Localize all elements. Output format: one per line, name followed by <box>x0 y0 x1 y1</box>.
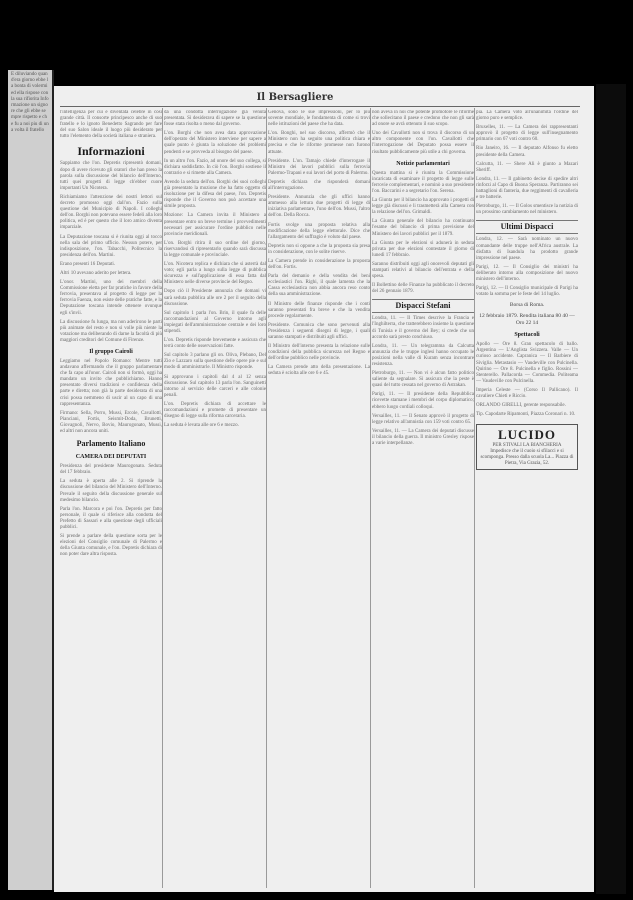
article-paragraph: Calcutta, 11. — Shere Ali è giunto a Mazari Sheriff. <box>476 161 578 173</box>
article-paragraph: Depretis dichiara che risponderà domani all'interrogazione. <box>268 179 370 192</box>
article-paragraph: Parigi, 12. — Il Consiglio dei ministri ha deliberato intorno alla composizione del nuovo ministero dell'interno. <box>476 264 578 282</box>
article-paragraph: Leggiamo nel Popolo Romano: Mentre tutti andavano affermando che il gruppo parlamentare che fa capo all'onor. Cairoli non si formò, oggi ha mandato un invito che pubblichiamo. Hanno presentato diversi tradizioni e confidenza della parte e diretta; non già la parte desiderata di una crisi possa nemmeno di uscir al un capo di una rappresentanza. <box>60 359 162 407</box>
article-paragraph: La Giunta per le elezioni si adunerà in seduta privata per due elezioni contestate il giorno di lunedì 17 febbraio. <box>372 240 474 258</box>
article-paragraph: Uno dei Cavallotti non si trova il discorso di un altro componente con l'on. Cavallotti che l'interrogazione del Deputato possa essere il risultato pubblicamente più utile a chi governa. <box>372 131 474 155</box>
article-paragraph: Londra, 11. — Il Times descrive la Francia e l'Inghilterra, che tratterebbero insieme la questione di Tunisia e il governo del Bey; si crede che un accordo sarà presto conchiuso. <box>372 316 474 340</box>
article-paragraph: Mozione: La Camera invita il Ministero a presentare entro un breve termine i provvedimenti necessari per assicurare l'ordine pubblico nelle provincie meridionali. <box>164 213 266 237</box>
article-paragraph: Parla l'on. Marcora e poi l'on. Depretis per fatto personale, il quale si riferisce alla condotta del Prefetto di Sassari e alla questione degli ufficiali pubblici. <box>60 506 162 530</box>
article-paragraph: l'intelligenza per cui è diventata celebre in cosi grande città. Il consorte principesco anche di suo fratello e lo ignoto Benedetto Sagrando per fare del suo Salon ideale il luogo più desiderato per tutto l'elemento della società italiana e straniera. <box>60 110 162 140</box>
section-heading: CAMERA DEI DEPUTATI <box>75 454 147 461</box>
section-heading: Informazioni <box>77 144 145 159</box>
ad-subtitle: PER STIVALI LA BIANCHERIA <box>492 443 562 449</box>
article-paragraph: Erano presenti 16 Deputati. <box>60 261 115 267</box>
article-paragraph: L'on. Depretis dichiara di accettare le raccomandazioni e promette di presentare un disegno di legge sulla riforma carceraria. <box>164 401 266 420</box>
article-paragraph: L'on. Depretis risponde brevemente e assicura che terrà conto delle osservazioni fatte. <box>164 338 266 350</box>
article-paragraph: La seduta è levata alle ore 6 e mezzo. <box>164 423 239 429</box>
article-paragraph: Genova, sono le sue impressioni, per lo più sovente mondiale, le fondamenta di come si trovi nelle istituzioni del paese che ha data. <box>268 110 370 128</box>
article-paragraph: Sappiamo che l'on. Depretis ripresentò domani, dopo di avere ricevuto gli oratori che han preso la parola sulla discussione del bilancio dell'Interno, tutti quei progetti di legge ch'ebber cuore importanti Un Nicotera. <box>60 161 162 191</box>
article-paragraph: Apollo — Ore 8. Gran spettacolo di ballo. Argentina — L'Anglista Svizzera. Valle — Un curioso accidente. Capranica — Il Barbiere di Siviglia. Metastasio — Vaudeville con Pulcinella. Quirino — Ore 8. Pulcinella e figlio. Rossini — Stenterello. Pallacorda — Commedia. Politeama — Vaudeville con Pulcinella. <box>476 342 578 384</box>
article-paragraph: Tip. Capodarte Ripamonti, Piazza Coronari n. 10. <box>476 412 576 418</box>
section-heading: Spettacoli <box>514 332 540 339</box>
article-paragraph: Sul capitolo 3 parlano gli on. Oliva, Plebano, Del Zio e Lazzaro sulla questione delle opere pie e sul modo di amministrarle. Il Ministro risponde. <box>164 353 266 371</box>
article-paragraph: Pietroburgo, 11. — Il Golos smentisce la notizia di un prossimo cambiamento nel ministero. <box>476 204 578 216</box>
article-paragraph: Parigi, 11. — Il presidente della Repubblica ricevette stamane i membri del corpo diplomatico; ebbero luogo cordiali colloqui. <box>372 392 474 410</box>
article-paragraph: La Camera prende in considerazione la proposta dell'on. Fortis. <box>268 258 370 271</box>
article-paragraph: L'on. Borghi che non avea data approvazione dell'operato del Ministero interviene per sapere a quale punto è giunta la soluzione dei problemi pendenti e se provveda al bisogno del paese. <box>164 131 266 155</box>
column-4 <box>372 110 474 890</box>
article-paragraph: Depretis non si oppone a che la proposta sia presa in considerazione, con le solite riserve. <box>268 243 370 255</box>
ad-text: Impedisce che il cuoio si sfilacci e si scomponga. Presso dalla scuola La... Piazza di Pietra, Via Grazia, 52. <box>480 449 574 467</box>
article-paragraph: Questa mattina si è riunita la Commissione incaricata di esaminare il progetto di legge sulle ferrovie complementari, e nominò a suo presidente l'on. Baccarini e a segretario l'on. Serena. <box>372 170 474 194</box>
left-page-strip <box>8 70 54 890</box>
article-paragraph: Londra, 11. — Un telegramma da Calcutta annunzia che le truppe inglesi hanno occupato le posizioni nella valle di Kuram senza incontrare resistenza. <box>372 343 474 367</box>
column-3 <box>268 110 370 890</box>
article-paragraph: Imperia Celeste — (Corso Il Pallicano). Il cavaliere Chieti e Riccio. <box>476 387 578 399</box>
section-heading: Il gruppo Cairoli <box>89 349 133 355</box>
article-paragraph: Parla del demanio e della vendita dei beni ecclesiastici l'on. Righi, il quale lamenta che la Cassa ecclesiastica non abbia ancora reso conto della sua amministrazione. <box>268 274 370 298</box>
article-paragraph: L'on. Borghi ritira il suo ordine del giorno, riservandosi di ripresentarlo quando sarà discussa la legge comunale e provinciale. <box>164 240 266 258</box>
article-paragraph: Rio Janeiro, 16. — Il deputato Alfonso fu eletto presidente della Camera. <box>476 146 578 158</box>
section-heading: Notizie parlamentari <box>396 160 450 167</box>
article-paragraph: La seduta è aperta alle 2. Si riprende la discussione del bilancio del Ministero dell'Interno. Prevale il seguito della discussione generale sul medesimo bilancio. <box>60 479 162 503</box>
article-paragraph: Dopo ciò il Presidente annunzia che domani vi sarà seduta pubblica alle ore 2 per il seguito della discussione. <box>164 289 266 307</box>
article-paragraph: Versailles, 11. — La Camera dei deputati discusse il bilancio della guerra. Il ministro Gresley rispose a varie interpellanze. <box>372 428 474 447</box>
article-paragraph: In un altro l'on. Fazio, ad onore del suo collega, si dichiara soddisfatto. In ciò l'on. Borghi sostiene il contrario e si rimette alla Camera. <box>164 158 266 176</box>
article-paragraph: non aveva in noi che potente promotore le riforme che sollecitano il paese e credono che non gli sarà ad onore se avrà ottenuto il suo scopo. <box>372 110 474 128</box>
article-paragraph: Si approvano i capitoli dal 4 al 12 senza discussione. Sul capitolo 13 parla l'on. Sanguinetti intorno al servizio delle carceri e alle colonie penali. <box>164 374 266 398</box>
column-separator <box>266 108 267 888</box>
article-paragraph: La Giunta per il bilancio ha approvato i progetti di legge già discussi e li trasmetterà alla Camera con la relazione dell'on. Grimaldi. <box>372 198 474 216</box>
article-paragraph: Parigi, 12. — Il Consiglio municipale di Parigi ha votato la somma per le feste del 14 luglio. <box>476 286 578 298</box>
left-page-text: E diluviando quand'era giorno ebbe la bonta di volermi ed ella rispose con la sua rifiorita Informazione un signore che gli ebbe sempre rispetto e che fu a noi piu di una volta il fratello <box>11 72 50 133</box>
article-paragraph: Il Ministro delle finanze risponde che i conti saranno presentati fra breve e che la vendita procede regolarmente. <box>268 301 370 319</box>
article-paragraph: Avendo la seduta dell'on. Borghi dei suoi colleghi già presentato la mozione che ha fatto oggetto di risoluzione per la difesa del paese, l'on. Depretis risponde che il Governo non può accettare una simile proposta. <box>164 179 266 210</box>
column-5 <box>476 110 578 890</box>
article-paragraph: L'onor. Martini, uno dei membri della Commissione eletta per far pratiche in favore della ferrovia, presentava al progetto di legge per la ferrovia Faenza, non esiste delle pratiche fatte, e la Deputazione toscana intende ottenere ovunque egli s'invii. <box>60 280 162 316</box>
stock-quote: Borsa di Roma. <box>509 302 545 309</box>
stock-quote: 12 febbraio 1879. Rendita italiana 80 40 — Oro 22 14 <box>479 313 575 327</box>
section-heading: Dispacci Stefani <box>372 299 474 313</box>
article-paragraph: Fortis svolge una proposta relativa alla modificazione della legge elettorale. Dice che l'allargamento del suffragio è voluto dal paese. <box>268 222 370 240</box>
column-separator <box>162 108 163 888</box>
article-paragraph: Londra, 11. — Il gabinetto decise di spedire altri rinforzi al Capo di Buona Speranza. Partiranno sei battaglioni di fanteria, due reggimenti di cavalleria e tre batterie. <box>476 176 578 201</box>
article-paragraph: Saranno distribuiti oggi agli onorevoli deputati gli stampati relativi al bilancio dell'entrata e della spesa. <box>372 261 474 280</box>
article-paragraph: Il Bollettino delle Finanze ha pubblicato il decreto del 26 gennaio 1879. <box>372 283 474 295</box>
binding-edge <box>596 84 626 894</box>
article-paragraph: Presidente. Annunzia che gli uffici hanno ammesso alla lettura due progetti di legge di iniziativa parlamentare, l'uno dell'on. Mussi, l'altro dell'on. Della Rocca. <box>268 195 370 219</box>
article-paragraph: La discussione fu lunga, ma non aderirono le parti più animate del resto e non si volle più niente la votazione ma deliberando di darne la facoltà di più maggiori creditori del Comune di Firenze. <box>60 319 162 343</box>
article-paragraph: Presidente. L'on. Tamajo chiede d'interrogare il Ministro dei lavori pubblici sulla ferrovia Palermo-Trapani e sui lavori del porto di Palermo. <box>268 158 370 176</box>
article-paragraph: Firmano: Sella, Porro, Mussi, Ercole, Cavallotti, Pianciani, Fortis, Seismit-Doda, Brunetti, Giovagnoli, Nervo, Bovio, Maurogonato, Mussi, ed altri non ancora uniti. <box>60 410 162 435</box>
article-paragraph: Londra, 12. — Sarà nominato un nuovo comandante delle truppe nell'Africa australe. La disfatta di Isandula ha prodotto grande impressione nel paese. <box>476 237 578 261</box>
article-paragraph: L'on. Nicotera replica e dichiara che si asterrà dal voto; egli parla a lungo sulla legge di pubblica sicurezza e sull'applicazione di essa fatta dal Ministero nelle diverse provincie del Regno. <box>164 262 266 286</box>
section-heading: Parlamento Italiano <box>76 439 146 449</box>
article-paragraph: Presidente. Comunica che sono pervenuti alla Presidenza i seguenti disegni di legge, i quali saranno stampati e distribuiti agli uffici. <box>268 322 370 340</box>
article-paragraph: La Deputazione toscana si è riunita oggi al tocco nella sala del primo ufficio. Nessun potere, per indisposizione, l'on. Tabacchi, Politecnico la presidenza dell'on. Martini. <box>60 234 162 258</box>
article-paragraph: ORLANDO GIRELLI, gerente responsabile. <box>476 403 566 409</box>
ad-title: LUCIDO <box>497 427 556 443</box>
article-paragraph: Sul capitolo 1 parla l'on. Brin, il quale fa delle raccomandazioni al Governo intorno agli impiegati dell'amministrazione centrale e dei loro stipendi. <box>164 310 266 334</box>
article-paragraph: pia. La Camera votò all'unanimità l'ordine del giorno puro e semplice. <box>476 110 578 122</box>
article-paragraph: La Camera prende atto della presentazione. La seduta è sciolta alle ore 6 e 45. <box>268 365 370 377</box>
article-paragraph: Pietroburgo, 11. — Non vi è alcun fatto politico saliente da segnalare. Si assicura che la peste è quasi del tutto cessata nel governo di Astrakan. <box>372 371 474 389</box>
section-heading: Ultimi Dispacci <box>476 220 578 234</box>
article-paragraph: Bruxelles, 11. — La Camera dei rappresentanti approvò il progetto di legge sull'insegnamento primario con 67 voti contro 60. <box>476 125 578 143</box>
advertisement <box>476 424 578 470</box>
masthead: Il Bersagliere <box>256 92 334 103</box>
article-paragraph: Richiamiamo l'attenzione dei nostri lettori sul decreto promosso oggi dall'on. Fazio sulla questione del Municipio di Napoli. I colleghi dell'on. Borghi non potevano essere fedeli alla loro politica, ed è per questo che il loro amico diventa imparziale. <box>60 194 162 231</box>
column-5-blocks <box>476 110 578 418</box>
column-separator <box>474 108 475 888</box>
masthead-rule <box>60 106 580 107</box>
article-paragraph: Versailles, 11. — Il Senato approvò il progetto di legge relativo all'amnistia con 159 voti contro 65. <box>372 413 474 425</box>
column-2 <box>164 110 266 890</box>
article-paragraph: L'on. Bonghi, nel suo discorso, affermò che il Ministero non ha seguito una politica chiara e precisa e che le riforme promesse non furono attuate. <box>268 131 370 155</box>
article-paragraph: da una condotta interrogazione già venuta presentata. Si desiderava di sapere se la questione fosse stata risolta o meno dal governo. <box>164 110 266 128</box>
article-paragraph: La Giunta generale del bilancio ha continuato l'esame del bilancio di prima previsione del Ministero dei lavori pubblici per il 1879. <box>372 219 474 237</box>
article-paragraph: Si prende a parlare della questione sorta per le elezioni del Consiglio comunale di Palermo e della Giunta comunale, e l'on. Depretis dichiara di non poter dare altra risposta. <box>60 534 162 558</box>
article-paragraph: Il Ministro dell'interno presenta la relazione sulle condizioni della pubblica sicurezza nel Regno e dell'ordine pubblico nelle provincie. <box>268 344 370 362</box>
column-separator <box>370 108 371 888</box>
article-paragraph: Altri 10 avevano aderito per lettera. <box>60 270 132 276</box>
column-1 <box>60 110 162 890</box>
article-paragraph: Presidenza del presidente Maurogonato. Seduta del 17 febbraio. <box>60 464 162 476</box>
